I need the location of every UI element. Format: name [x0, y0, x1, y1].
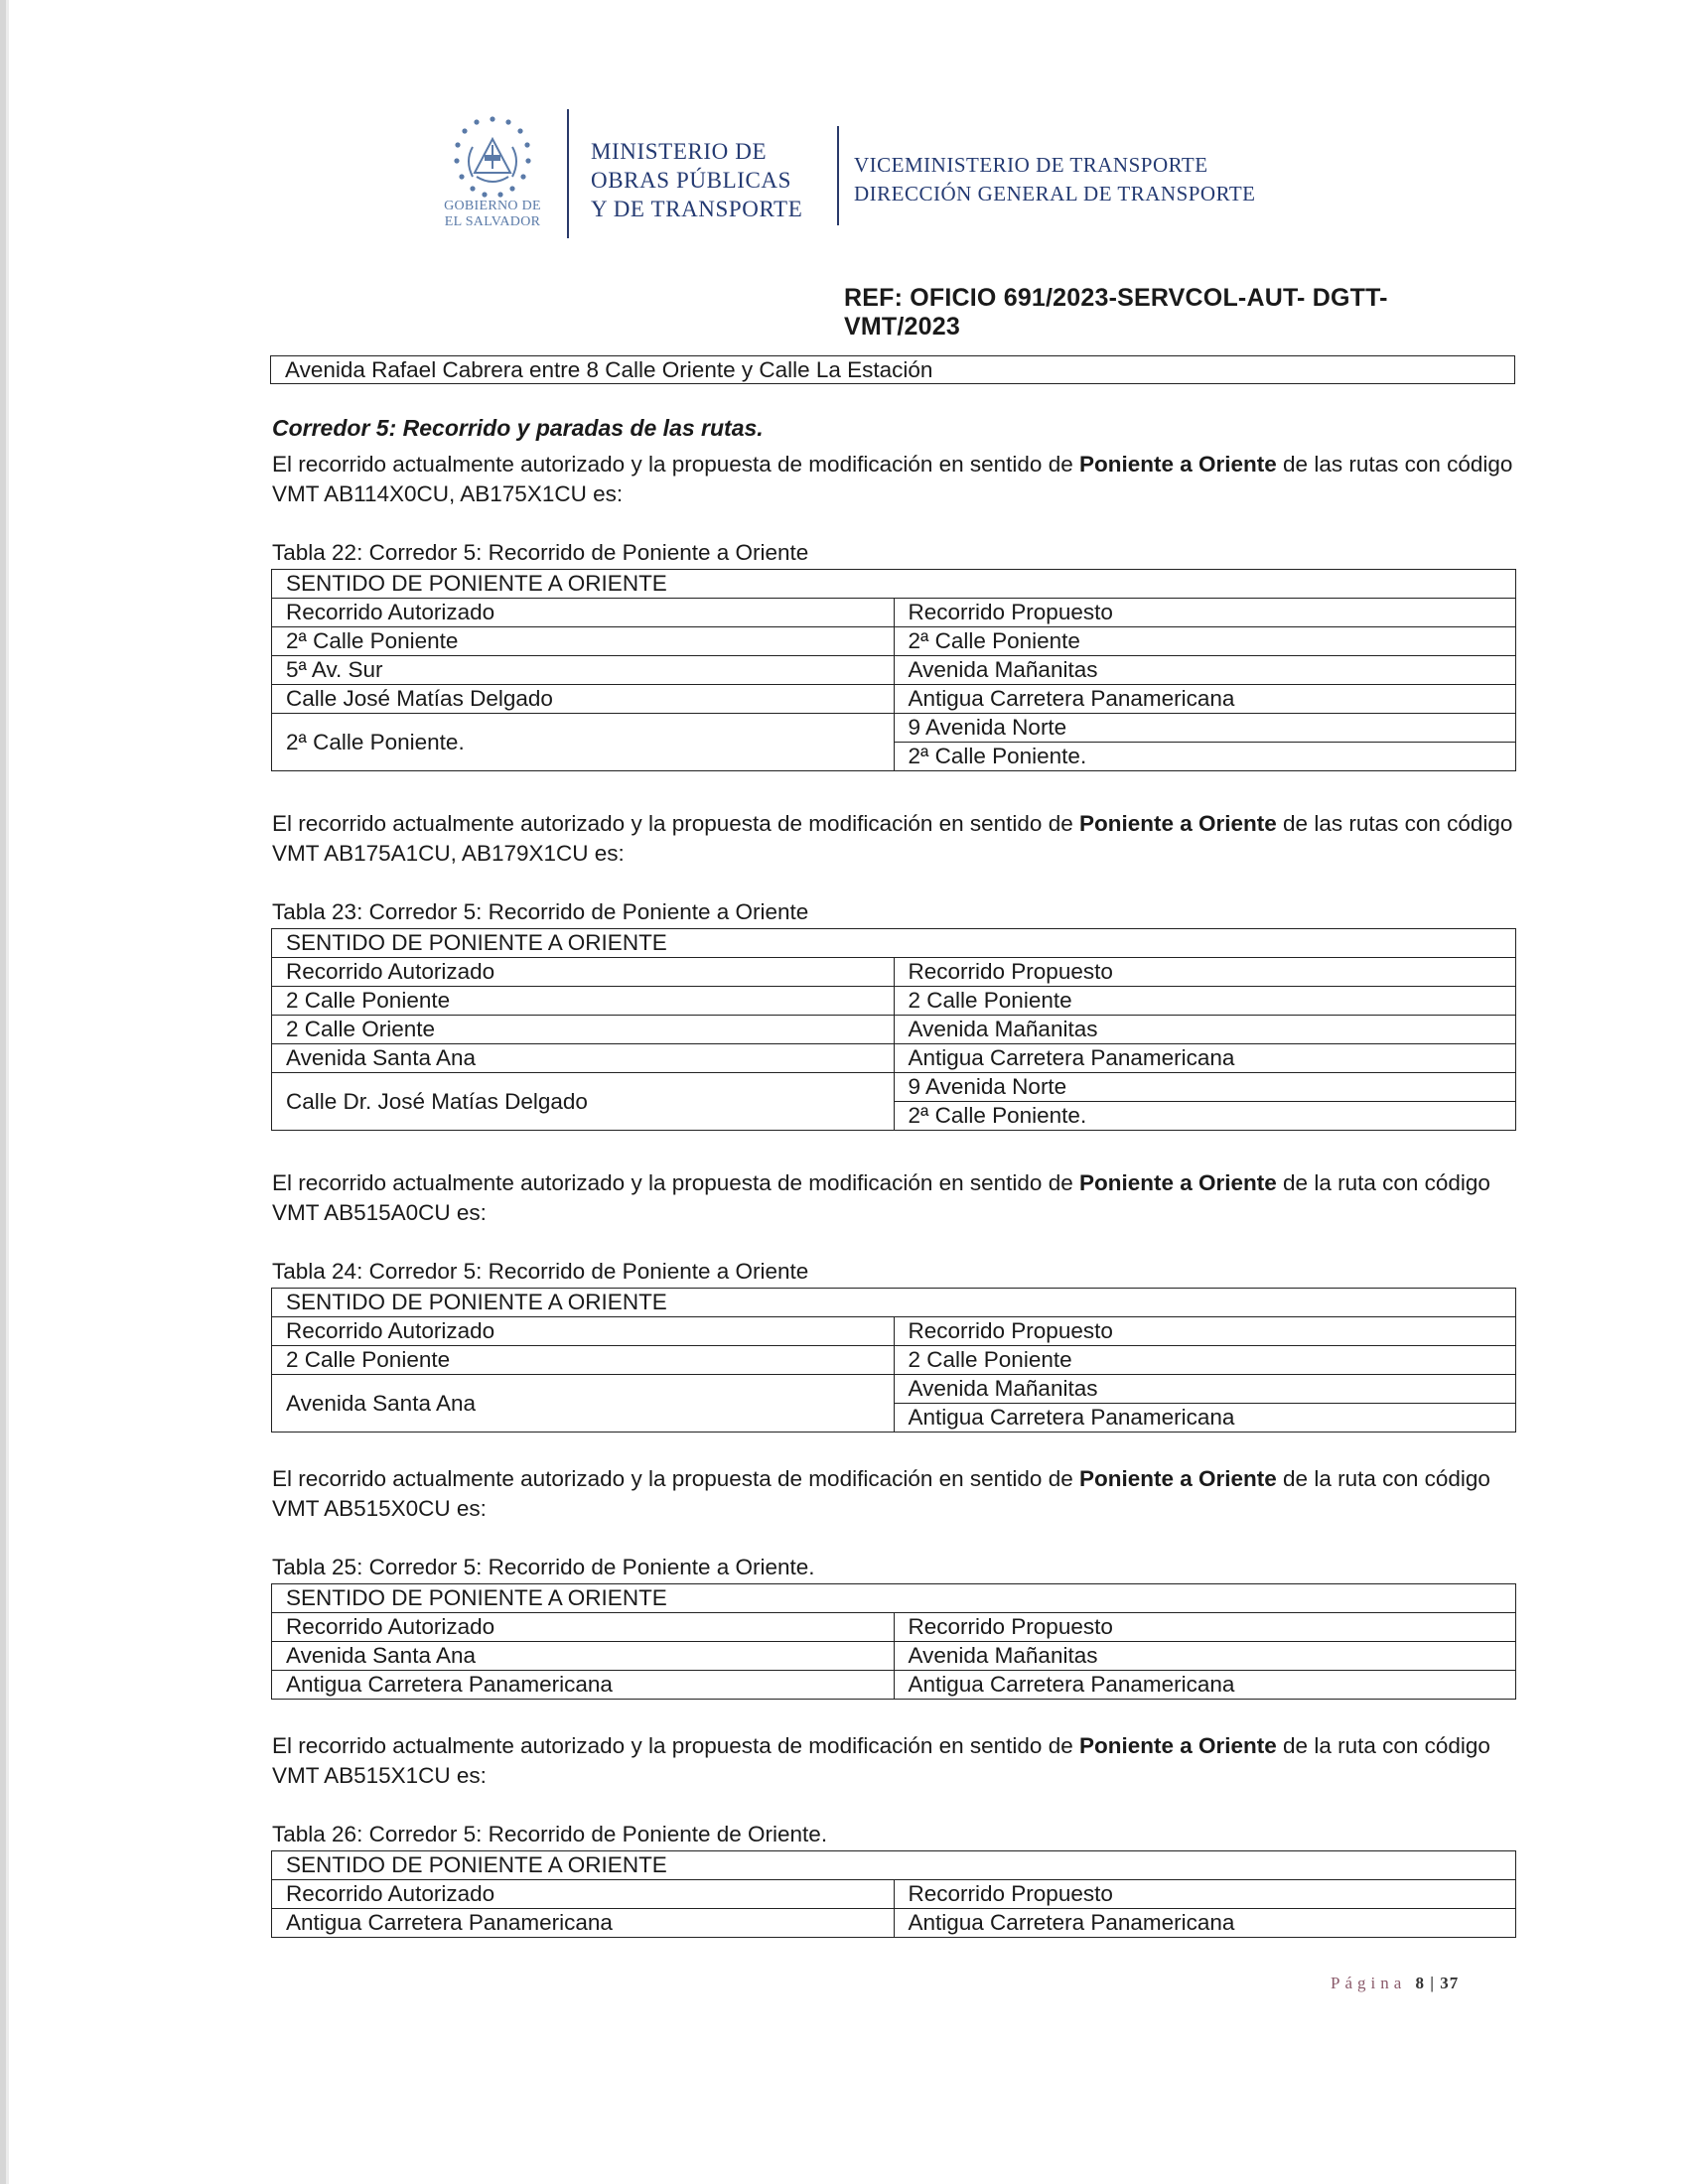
paragraph [272, 809, 1513, 869]
ministry-line-2: OBRAS PÚBLICAS [591, 168, 792, 193]
table-cell: 2 Calle Oriente [272, 1016, 895, 1044]
ministry-name [591, 137, 802, 223]
paragraph-text: El recorrido actualmente autorizado y la propuesta de modificación en sentido de [272, 452, 1079, 477]
table-cell: Calle Dr. José Matías Delgado [272, 1073, 895, 1131]
section-heading: Corredor 5: Recorrido y paradas de las rutas. [272, 415, 764, 441]
table-caption: Tabla 24: Corredor 5: Recorrido de Poniente a Oriente [272, 1259, 809, 1284]
table-caption: Tabla 26: Corredor 5: Recorrido de Poniente de Oriente. [272, 1822, 828, 1846]
table-cell: Antigua Carretera Panamericana [894, 1909, 1516, 1938]
paragraph-bold: Poniente a Oriente [1078, 1466, 1277, 1491]
continued-table-row: Avenida Rafael Cabrera entre 8 Calle Oriente y Calle La Estación [270, 355, 1515, 384]
table-cell: Avenida Santa Ana [272, 1044, 895, 1073]
vice-line-2: DIRECCIÓN GENERAL DE TRANSPORTE [854, 182, 1256, 205]
route-table-24 [271, 1288, 1516, 1433]
letterhead [427, 91, 1321, 250]
divider [837, 126, 839, 225]
paragraph-text: El recorrido actualmente autorizado y la propuesta de modificación en sentido de [272, 811, 1079, 836]
page-number: 8 | 37 [1415, 1974, 1460, 1992]
table-cell: Avenida Mañanitas [894, 1642, 1516, 1671]
table-cell: 2ª Calle Poniente [894, 627, 1516, 656]
table-cell: 5ª Av. Sur [272, 656, 895, 685]
paragraph-bold: Poniente a Oriente [1078, 811, 1277, 836]
table-title: SENTIDO DE PONIENTE A ORIENTE [272, 1851, 1516, 1880]
paragraph [272, 1464, 1513, 1524]
paragraph-text: El recorrido actualmente autorizado y la propuesta de modificación en sentido de [272, 1466, 1079, 1491]
table-cell: Antigua Carretera Panamericana [894, 1671, 1516, 1700]
table-cell: 9 Avenida Norte [894, 1073, 1516, 1102]
table-cell: Antigua Carretera Panamericana [272, 1671, 895, 1700]
table-cell: Avenida Santa Ana [272, 1642, 895, 1671]
route-table-23 [271, 928, 1516, 1131]
ministry-line-1: MINISTERIO DE [591, 139, 768, 164]
table-cell: Antigua Carretera Panamericana [894, 1044, 1516, 1073]
table-title: SENTIDO DE PONIENTE A ORIENTE [272, 929, 1516, 958]
column-header: Recorrido Propuesto [894, 1317, 1516, 1346]
table-cell: Avenida Mañanitas [894, 1375, 1516, 1404]
page-footer [1331, 1974, 1459, 1993]
table-title: SENTIDO DE PONIENTE A ORIENTE [272, 1289, 1516, 1317]
table-cell: Antigua Carretera Panamericana [894, 1404, 1516, 1433]
table-cell: 2 Calle Poniente [272, 987, 895, 1016]
vice-line-1: VICEMINISTERIO DE TRANSPORTE [854, 153, 1208, 177]
government-label [427, 199, 558, 230]
table-caption: Tabla 22: Corredor 5: Recorrido de Poniente a Oriente [272, 540, 809, 565]
paragraph-text: de la ruta con código VMT AB515X0CU es: [272, 1466, 1490, 1521]
table-cell: 2ª Calle Poniente. [272, 714, 895, 771]
table-cell: Calle José Matías Delgado [272, 685, 895, 714]
table-cell: 2 Calle Poniente [272, 1346, 895, 1375]
paragraph [272, 1731, 1513, 1791]
column-header: Recorrido Propuesto [894, 1880, 1516, 1909]
paragraph-text: El recorrido actualmente autorizado y la propuesta de modificación en sentido de [272, 1170, 1079, 1195]
paragraph-text: de las rutas con código VMT AB114X0CU, AB175X1CU es: [272, 452, 1513, 506]
column-header: Recorrido Autorizado [272, 1880, 895, 1909]
gov-line-1: GOBIERNO DE [444, 199, 541, 213]
paragraph-bold: Poniente a Oriente [1078, 452, 1277, 477]
column-header: Recorrido Propuesto [894, 1613, 1516, 1642]
paragraph-bold: Poniente a Oriente [1078, 1733, 1277, 1758]
column-header: Recorrido Autorizado [272, 1613, 895, 1642]
table-cell: 2 Calle Poniente [894, 987, 1516, 1016]
table-caption: Tabla 23: Corredor 5: Recorrido de Poniente a Oriente [272, 899, 809, 924]
paragraph-text: El recorrido actualmente autorizado y la propuesta de modificación en sentido de [272, 1733, 1079, 1758]
scan-edge-inner [6, 0, 9, 2184]
column-header: Recorrido Autorizado [272, 599, 895, 627]
column-header: Recorrido Autorizado [272, 1317, 895, 1346]
gov-line-2: EL SALVADOR [444, 214, 541, 229]
table-cell: Antigua Carretera Panamericana [894, 685, 1516, 714]
column-header: Recorrido Propuesto [894, 958, 1516, 987]
paragraph-text: de la ruta con código VMT AB515X1CU es: [272, 1733, 1490, 1788]
table-cell: Avenida Santa Ana [272, 1375, 895, 1433]
table-cell: Avenida Mañanitas [894, 1016, 1516, 1044]
table-title: SENTIDO DE PONIENTE A ORIENTE [272, 1584, 1516, 1613]
page-label: Página [1331, 1974, 1407, 1992]
table-caption: Tabla 25: Corredor 5: Recorrido de Poniente a Oriente. [272, 1555, 815, 1579]
reference-number: REF: OFICIO 691/2023-SERVCOL-AUT- DGTT-VMT/2023 [844, 284, 1388, 341]
ministry-line-3: Y DE TRANSPORTE [591, 197, 803, 221]
table-cell: 2ª Calle Poniente. [894, 1102, 1516, 1131]
paragraph-text: de la ruta con código VMT AB515A0CU es: [272, 1170, 1490, 1225]
table-cell: 2ª Calle Poniente. [894, 743, 1516, 771]
table-cell: Antigua Carretera Panamericana [272, 1909, 895, 1938]
table-cell: Avenida Mañanitas [894, 656, 1516, 685]
paragraph-text: de las rutas con código VMT AB175A1CU, AB179X1CU es: [272, 811, 1513, 866]
route-table-26 [271, 1850, 1516, 1938]
table-cell: 2 Calle Poniente [894, 1346, 1516, 1375]
paragraph [272, 450, 1513, 509]
viceministry-name [854, 151, 1256, 208]
table-cell: 9 Avenida Norte [894, 714, 1516, 743]
divider [567, 109, 569, 238]
table-title: SENTIDO DE PONIENTE A ORIENTE [272, 570, 1516, 599]
column-header: Recorrido Autorizado [272, 958, 895, 987]
table-cell: 2ª Calle Poniente [272, 627, 895, 656]
route-table-22 [271, 569, 1516, 771]
paragraph [272, 1168, 1513, 1228]
route-table-25 [271, 1583, 1516, 1700]
paragraph-bold: Poniente a Oriente [1078, 1170, 1277, 1195]
column-header: Recorrido Propuesto [894, 599, 1516, 627]
